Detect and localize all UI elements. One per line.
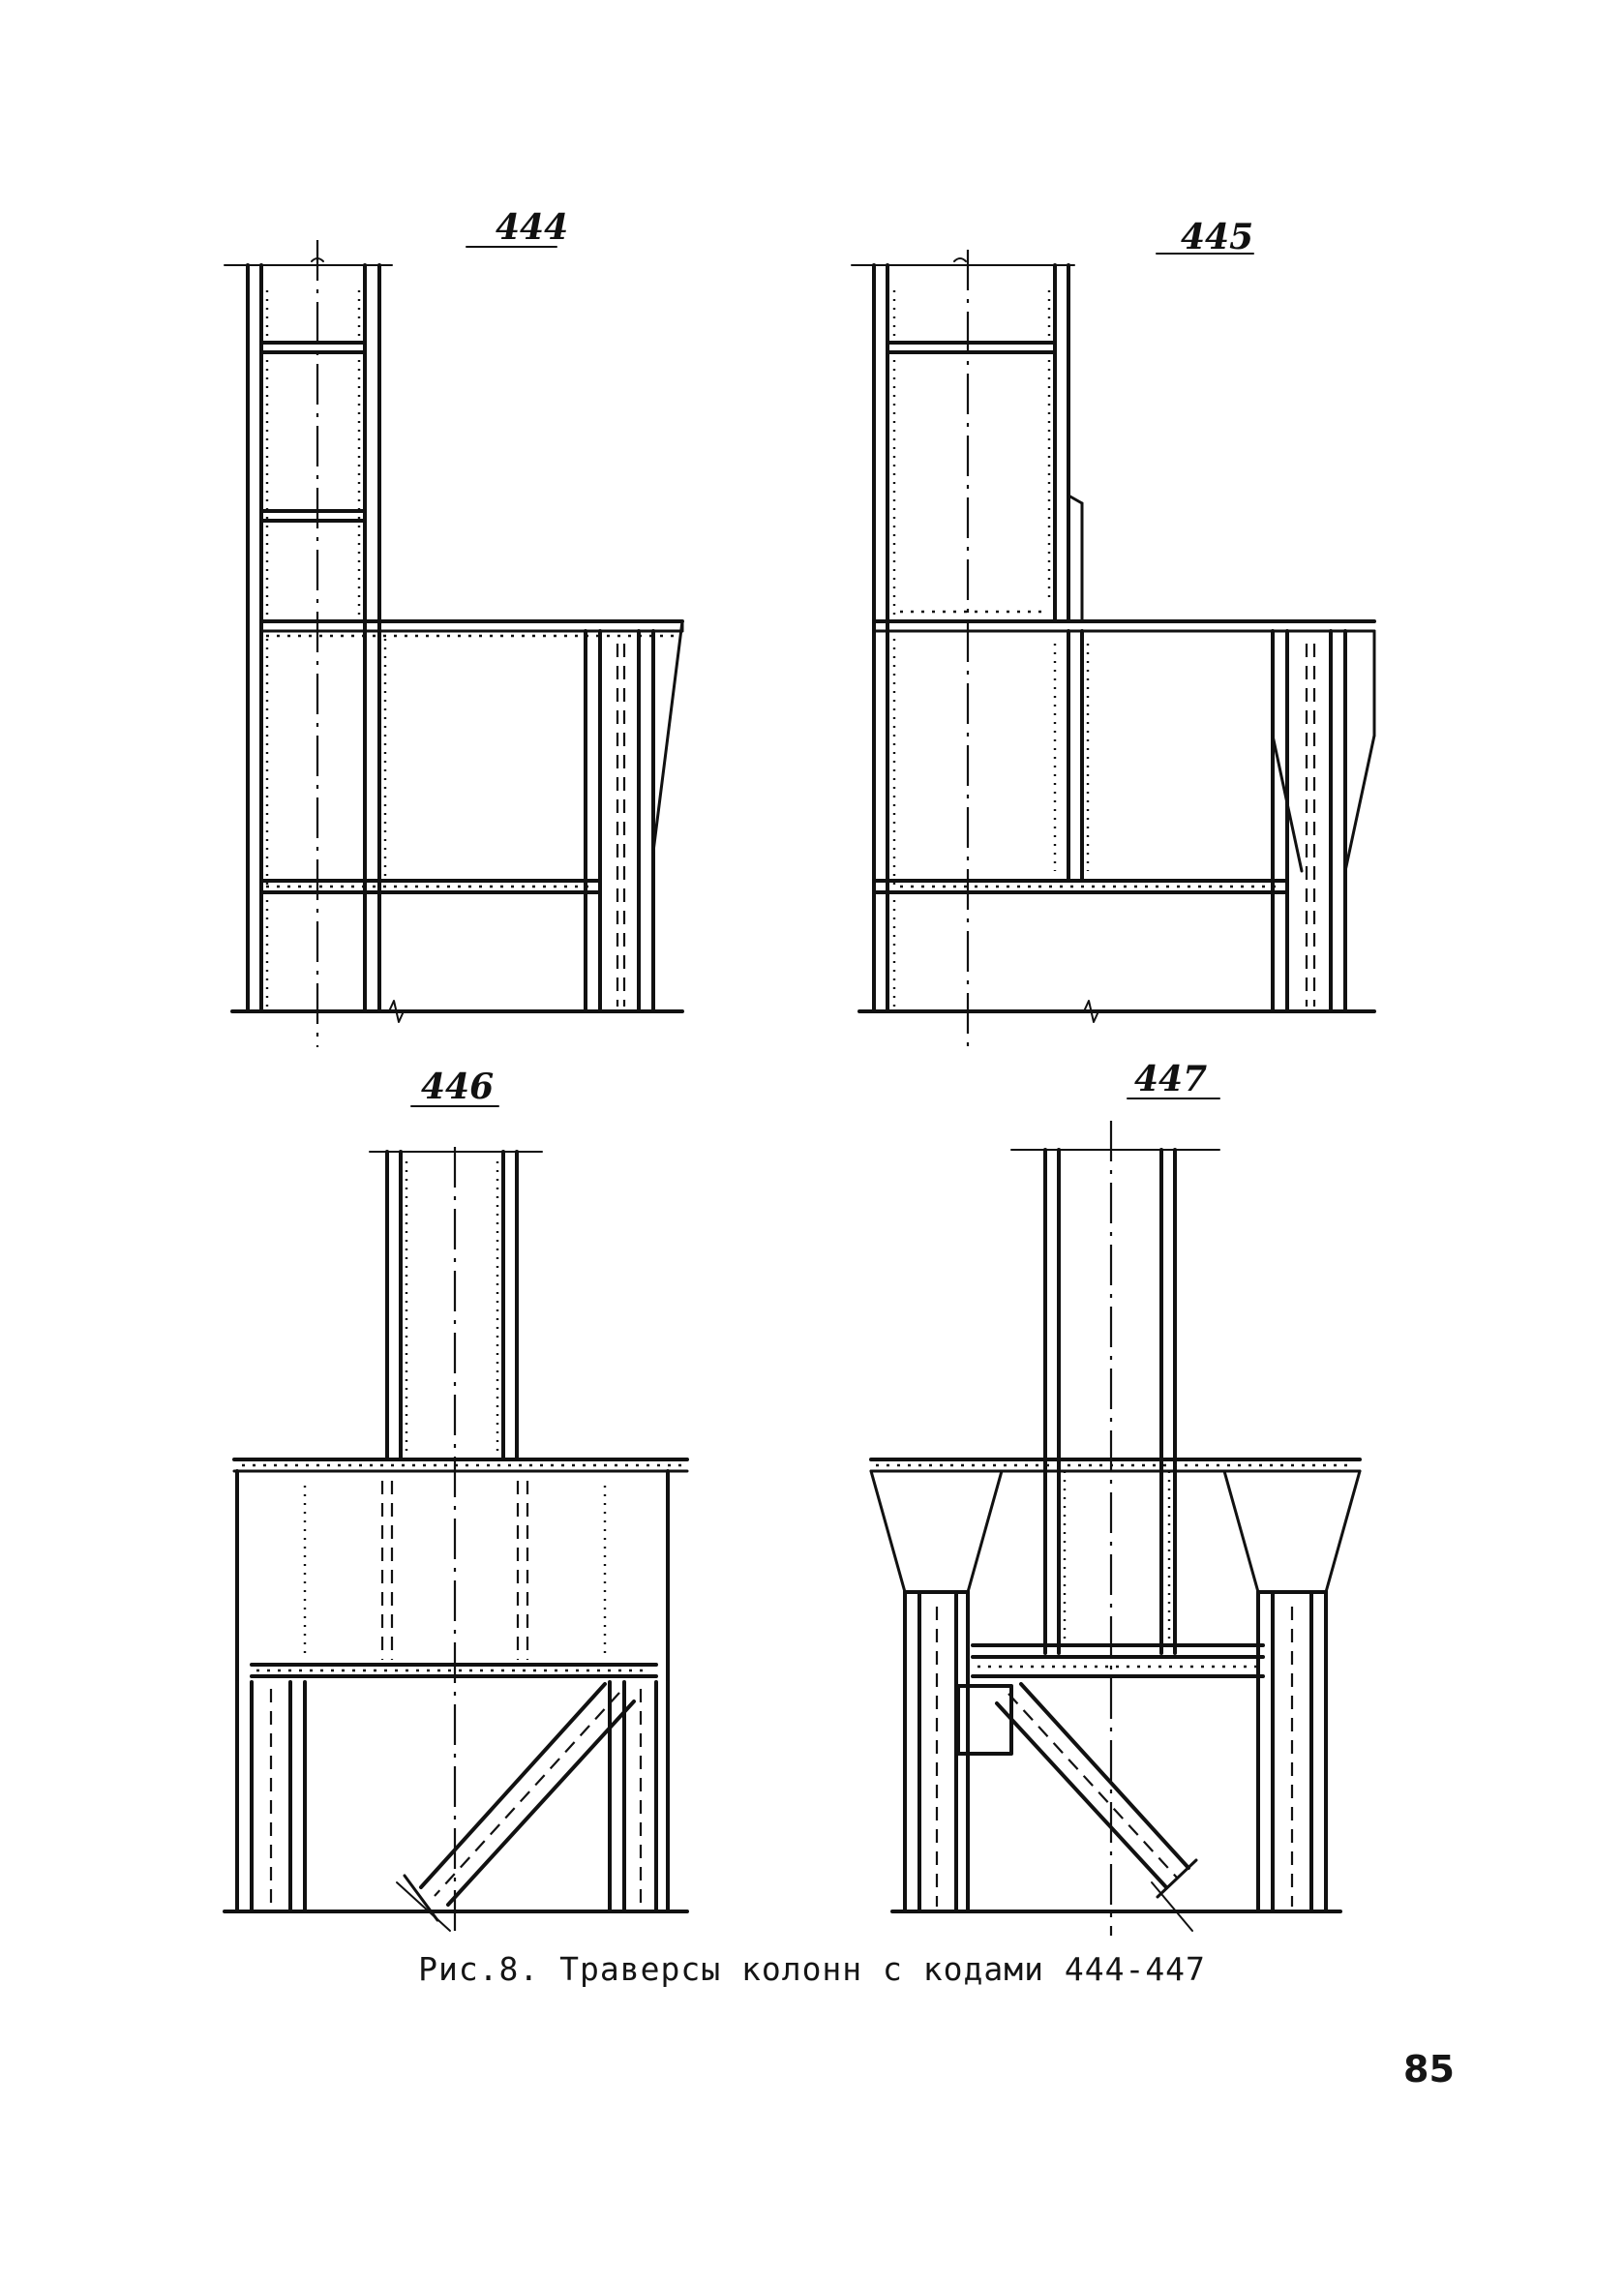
view-code-444: 444 bbox=[496, 207, 569, 248]
view-code-446: 446 bbox=[421, 1067, 495, 1107]
figure-caption: Рис.8. Траверсы колонн с кодами 444-447 bbox=[418, 1950, 1206, 1988]
view-446 bbox=[225, 1067, 687, 1936]
view-code-445: 445 bbox=[1181, 217, 1254, 257]
view-447 bbox=[871, 1059, 1360, 1936]
view-445 bbox=[852, 217, 1374, 1047]
view-code-447: 447 bbox=[1134, 1059, 1208, 1099]
page-number: 85 bbox=[1403, 2048, 1455, 2090]
view-444 bbox=[225, 207, 682, 1047]
